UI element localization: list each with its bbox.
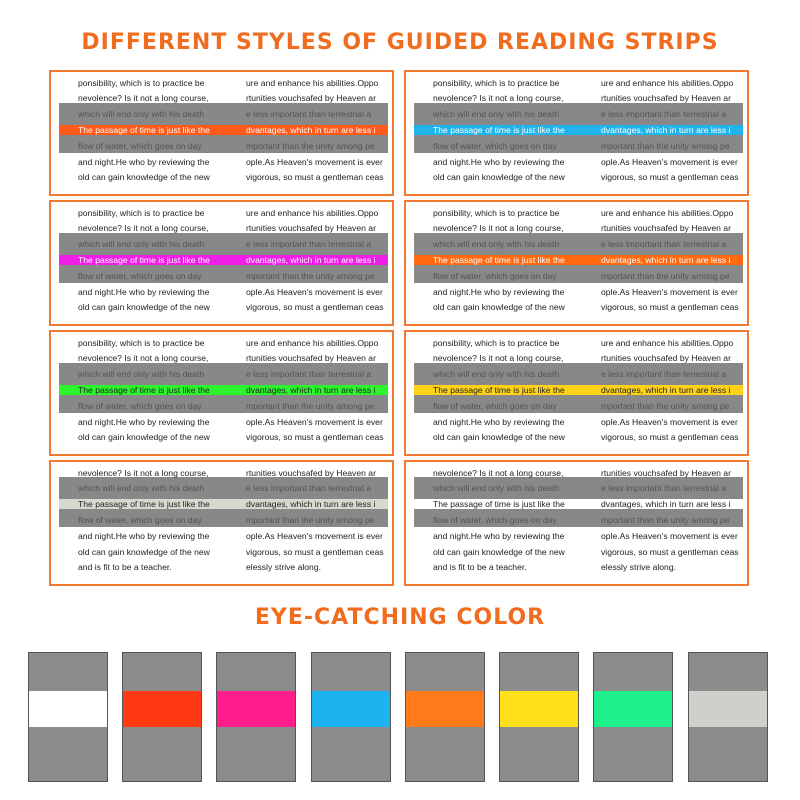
text-line: ure and enhance his abilities.Oppo: [601, 78, 734, 88]
color-swatch-gray: [688, 652, 768, 782]
text-line: e less important than terrestrial a: [246, 239, 372, 249]
swatch-color-band: [123, 691, 201, 727]
text-line: vigorous, so must a gentleman ceas: [246, 432, 384, 442]
text-line: flow of water, which goes on day: [433, 515, 557, 525]
text-line: and is fit to be a teacher.: [78, 562, 172, 572]
text-line: The passage of time is just like the: [78, 255, 210, 265]
text-line: ure and enhance his abilities.Oppo: [601, 208, 734, 218]
reading-strip-sample-orange: [49, 70, 394, 196]
text-line: The passage of time is just like the: [433, 255, 565, 265]
text-line: e less important than terrestrial a: [601, 369, 727, 379]
text-line: and night.He who by reviewing the: [433, 287, 565, 297]
page-title: DIFFERENT STYLES OF GUIDED READING STRIPS: [81, 30, 719, 55]
text-line: which will end only with his death: [433, 109, 560, 119]
text-line: ople.As Heaven's movement is ever: [601, 531, 738, 541]
text-line: mportant than the unity among pe: [601, 515, 730, 525]
text-line: flow of water, which goes on day: [78, 401, 202, 411]
text-column-left: [433, 332, 603, 454]
text-line: ponsibility, which is to practice be: [433, 78, 560, 88]
text-line: and night.He who by reviewing the: [78, 157, 210, 167]
text-line: e less important than terrestrial a: [601, 239, 727, 249]
text-line: nevolence? Is it not a long course,: [433, 468, 564, 478]
text-line: mportant than the unity among pe: [246, 401, 375, 411]
text-line: mportant than the unity among pe: [601, 401, 730, 411]
text-line: nevolence? Is it not a long course,: [78, 93, 209, 103]
text-line: elessly strive along.: [246, 562, 321, 572]
text-line: which will end only with his death: [433, 239, 560, 249]
text-line: flow of water, which goes on day: [433, 141, 557, 151]
text-line: and night.He who by reviewing the: [78, 417, 210, 427]
text-column-right: [246, 202, 394, 324]
text-line: vigorous, so must a gentleman ceas: [601, 432, 739, 442]
text-line: dvantages, which in turn are less i: [246, 125, 376, 135]
text-column-right: [246, 462, 394, 584]
swatch-color-band: [217, 691, 295, 727]
text-line: rtunities vouchsafed by Heaven ar: [601, 353, 731, 363]
text-line: and night.He who by reviewing the: [433, 531, 565, 541]
text-column-right: [246, 72, 394, 194]
text-column-right: [601, 332, 749, 454]
text-line: rtunities vouchsafed by Heaven ar: [601, 93, 731, 103]
text-line: mportant than the unity among pe: [246, 271, 375, 281]
swatch-color-band: [594, 691, 672, 727]
reading-strip-sample-magenta: [49, 200, 394, 326]
text-column-left: [433, 462, 603, 584]
color-swatch-yellow: [499, 652, 579, 782]
text-column-left: [78, 72, 248, 194]
text-column-left: [78, 462, 248, 584]
text-line: ponsibility, which is to practice be: [78, 78, 205, 88]
text-line: which will end only with his death: [78, 109, 205, 119]
text-line: rtunities vouchsafed by Heaven ar: [246, 353, 376, 363]
text-line: The passage of time is just like the: [433, 385, 565, 395]
text-line: ure and enhance his abilities.Oppo: [601, 338, 734, 348]
reading-strip-sample-blue: [404, 70, 749, 196]
color-swatch-green: [593, 652, 673, 782]
text-line: dvantages, which in turn are less i: [601, 255, 731, 265]
text-line: old can gain knowledge of the new: [433, 547, 565, 557]
text-line: ople.As Heaven's movement is ever: [601, 417, 738, 427]
text-line: vigorous, so must a gentleman ceas: [601, 172, 739, 182]
text-line: mportant than the unity among pe: [601, 141, 730, 151]
text-line: ure and enhance his abilities.Oppo: [246, 338, 379, 348]
text-line: e less important than terrestrial a: [601, 483, 727, 493]
text-line: e less important than terrestrial a: [246, 483, 372, 493]
text-line: flow of water, which goes on day: [433, 271, 557, 281]
text-line: ponsibility, which is to practice be: [78, 338, 205, 348]
text-line: nevolence? Is it not a long course,: [433, 353, 564, 363]
text-line: rtunities vouchsafed by Heaven ar: [246, 223, 376, 233]
text-line: nevolence? Is it not a long course,: [78, 353, 209, 363]
text-column-right: [246, 332, 394, 454]
text-line: vigorous, so must a gentleman ceas: [246, 172, 384, 182]
text-column-right: [601, 202, 749, 324]
text-line: and night.He who by reviewing the: [433, 157, 565, 167]
text-line: ople.As Heaven's movement is ever: [246, 531, 383, 541]
text-line: The passage of time is just like the: [78, 499, 210, 509]
text-line: old can gain knowledge of the new: [433, 432, 565, 442]
text-line: and night.He who by reviewing the: [433, 417, 565, 427]
text-column-left: [78, 332, 248, 454]
text-line: ople.As Heaven's movement is ever: [246, 287, 383, 297]
text-line: nevolence? Is it not a long course,: [78, 468, 209, 478]
text-line: vigorous, so must a gentleman ceas: [246, 547, 384, 557]
text-line: The passage of time is just like the: [433, 499, 565, 509]
swatch-color-band: [500, 691, 578, 727]
text-line: vigorous, so must a gentleman ceas: [246, 302, 384, 312]
text-line: mportant than the unity among pe: [246, 515, 375, 525]
text-line: which will end only with his death: [78, 369, 205, 379]
text-column-left: [78, 202, 248, 324]
text-line: nevolence? Is it not a long course,: [78, 223, 209, 233]
swatch-color-band: [312, 691, 390, 727]
text-line: old can gain knowledge of the new: [78, 302, 210, 312]
text-line: The passage of time is just like the: [433, 125, 565, 135]
text-line: ponsibility, which is to practice be: [433, 338, 560, 348]
text-line: rtunities vouchsafed by Heaven ar: [246, 93, 376, 103]
text-line: ure and enhance his abilities.Oppo: [246, 78, 379, 88]
text-line: which will end only with his death: [78, 239, 205, 249]
text-line: ople.As Heaven's movement is ever: [601, 287, 738, 297]
swatch-color-band: [406, 691, 484, 727]
text-line: The passage of time is just like the: [78, 385, 210, 395]
text-line: ople.As Heaven's movement is ever: [246, 157, 383, 167]
text-line: elessly strive along.: [601, 562, 676, 572]
text-line: old can gain knowledge of the new: [78, 432, 210, 442]
text-line: dvantages, which in turn are less i: [246, 499, 376, 509]
text-line: ople.As Heaven's movement is ever: [601, 157, 738, 167]
text-line: ponsibility, which is to practice be: [78, 208, 205, 218]
color-swatch-pink: [216, 652, 296, 782]
text-line: e less important than terrestrial a: [601, 109, 727, 119]
text-column-right: [601, 462, 749, 584]
text-column-left: [433, 72, 603, 194]
text-line: rtunities vouchsafed by Heaven ar: [246, 468, 376, 478]
text-line: dvantages, which in turn are less i: [601, 385, 731, 395]
text-line: e less important than terrestrial a: [246, 369, 372, 379]
text-line: and night.He who by reviewing the: [78, 287, 210, 297]
text-column-left: [433, 202, 603, 324]
text-line: rtunities vouchsafed by Heaven ar: [601, 223, 731, 233]
text-line: which will end only with his death: [433, 369, 560, 379]
swatch-color-band: [689, 691, 767, 727]
text-line: which will end only with his death: [433, 483, 560, 493]
section-title: EYE-CATCHING COLOR: [254, 605, 546, 630]
reading-strip-sample-dark-orange: [404, 200, 749, 326]
text-line: ponsibility, which is to practice be: [433, 208, 560, 218]
text-line: ople.As Heaven's movement is ever: [246, 417, 383, 427]
text-line: old can gain knowledge of the new: [78, 172, 210, 182]
swatch-color-band: [29, 691, 107, 727]
text-line: vigorous, so must a gentleman ceas: [601, 547, 739, 557]
text-line: dvantages, which in turn are less i: [246, 255, 376, 265]
text-line: which will end only with his death: [78, 483, 205, 493]
text-line: ure and enhance his abilities.Oppo: [246, 208, 379, 218]
text-column-right: [601, 72, 749, 194]
color-swatch-orange: [405, 652, 485, 782]
reading-strip-sample-gray: [49, 460, 394, 586]
text-line: flow of water, which goes on day: [78, 271, 202, 281]
text-line: old can gain knowledge of the new: [433, 302, 565, 312]
text-line: mportant than the unity among pe: [246, 141, 375, 151]
text-line: e less important than terrestrial a: [246, 109, 372, 119]
text-line: flow of water, which goes on day: [78, 141, 202, 151]
text-line: dvantages, which in turn are less i: [601, 499, 731, 509]
text-line: dvantages, which in turn are less i: [246, 385, 376, 395]
text-line: dvantages, which in turn are less i: [601, 125, 731, 135]
text-line: nevolence? Is it not a long course,: [433, 223, 564, 233]
reading-strip-sample-white: [404, 460, 749, 586]
text-line: mportant than the unity among pe: [601, 271, 730, 281]
text-line: vigorous, so must a gentleman ceas: [601, 302, 739, 312]
text-line: flow of water, which goes on day: [433, 401, 557, 411]
color-swatch-white: [28, 652, 108, 782]
text-line: flow of water, which goes on day: [78, 515, 202, 525]
text-line: old can gain knowledge of the new: [78, 547, 210, 557]
text-line: The passage of time is just like the: [78, 125, 210, 135]
text-line: and is fit to be a teacher.: [433, 562, 527, 572]
reading-strip-sample-green: [49, 330, 394, 456]
text-line: rtunities vouchsafed by Heaven ar: [601, 468, 731, 478]
text-line: old can gain knowledge of the new: [433, 172, 565, 182]
text-line: and night.He who by reviewing the: [78, 531, 210, 541]
color-swatch-red: [122, 652, 202, 782]
reading-strip-sample-yellow: [404, 330, 749, 456]
text-line: nevolence? Is it not a long course,: [433, 93, 564, 103]
color-swatch-blue: [311, 652, 391, 782]
